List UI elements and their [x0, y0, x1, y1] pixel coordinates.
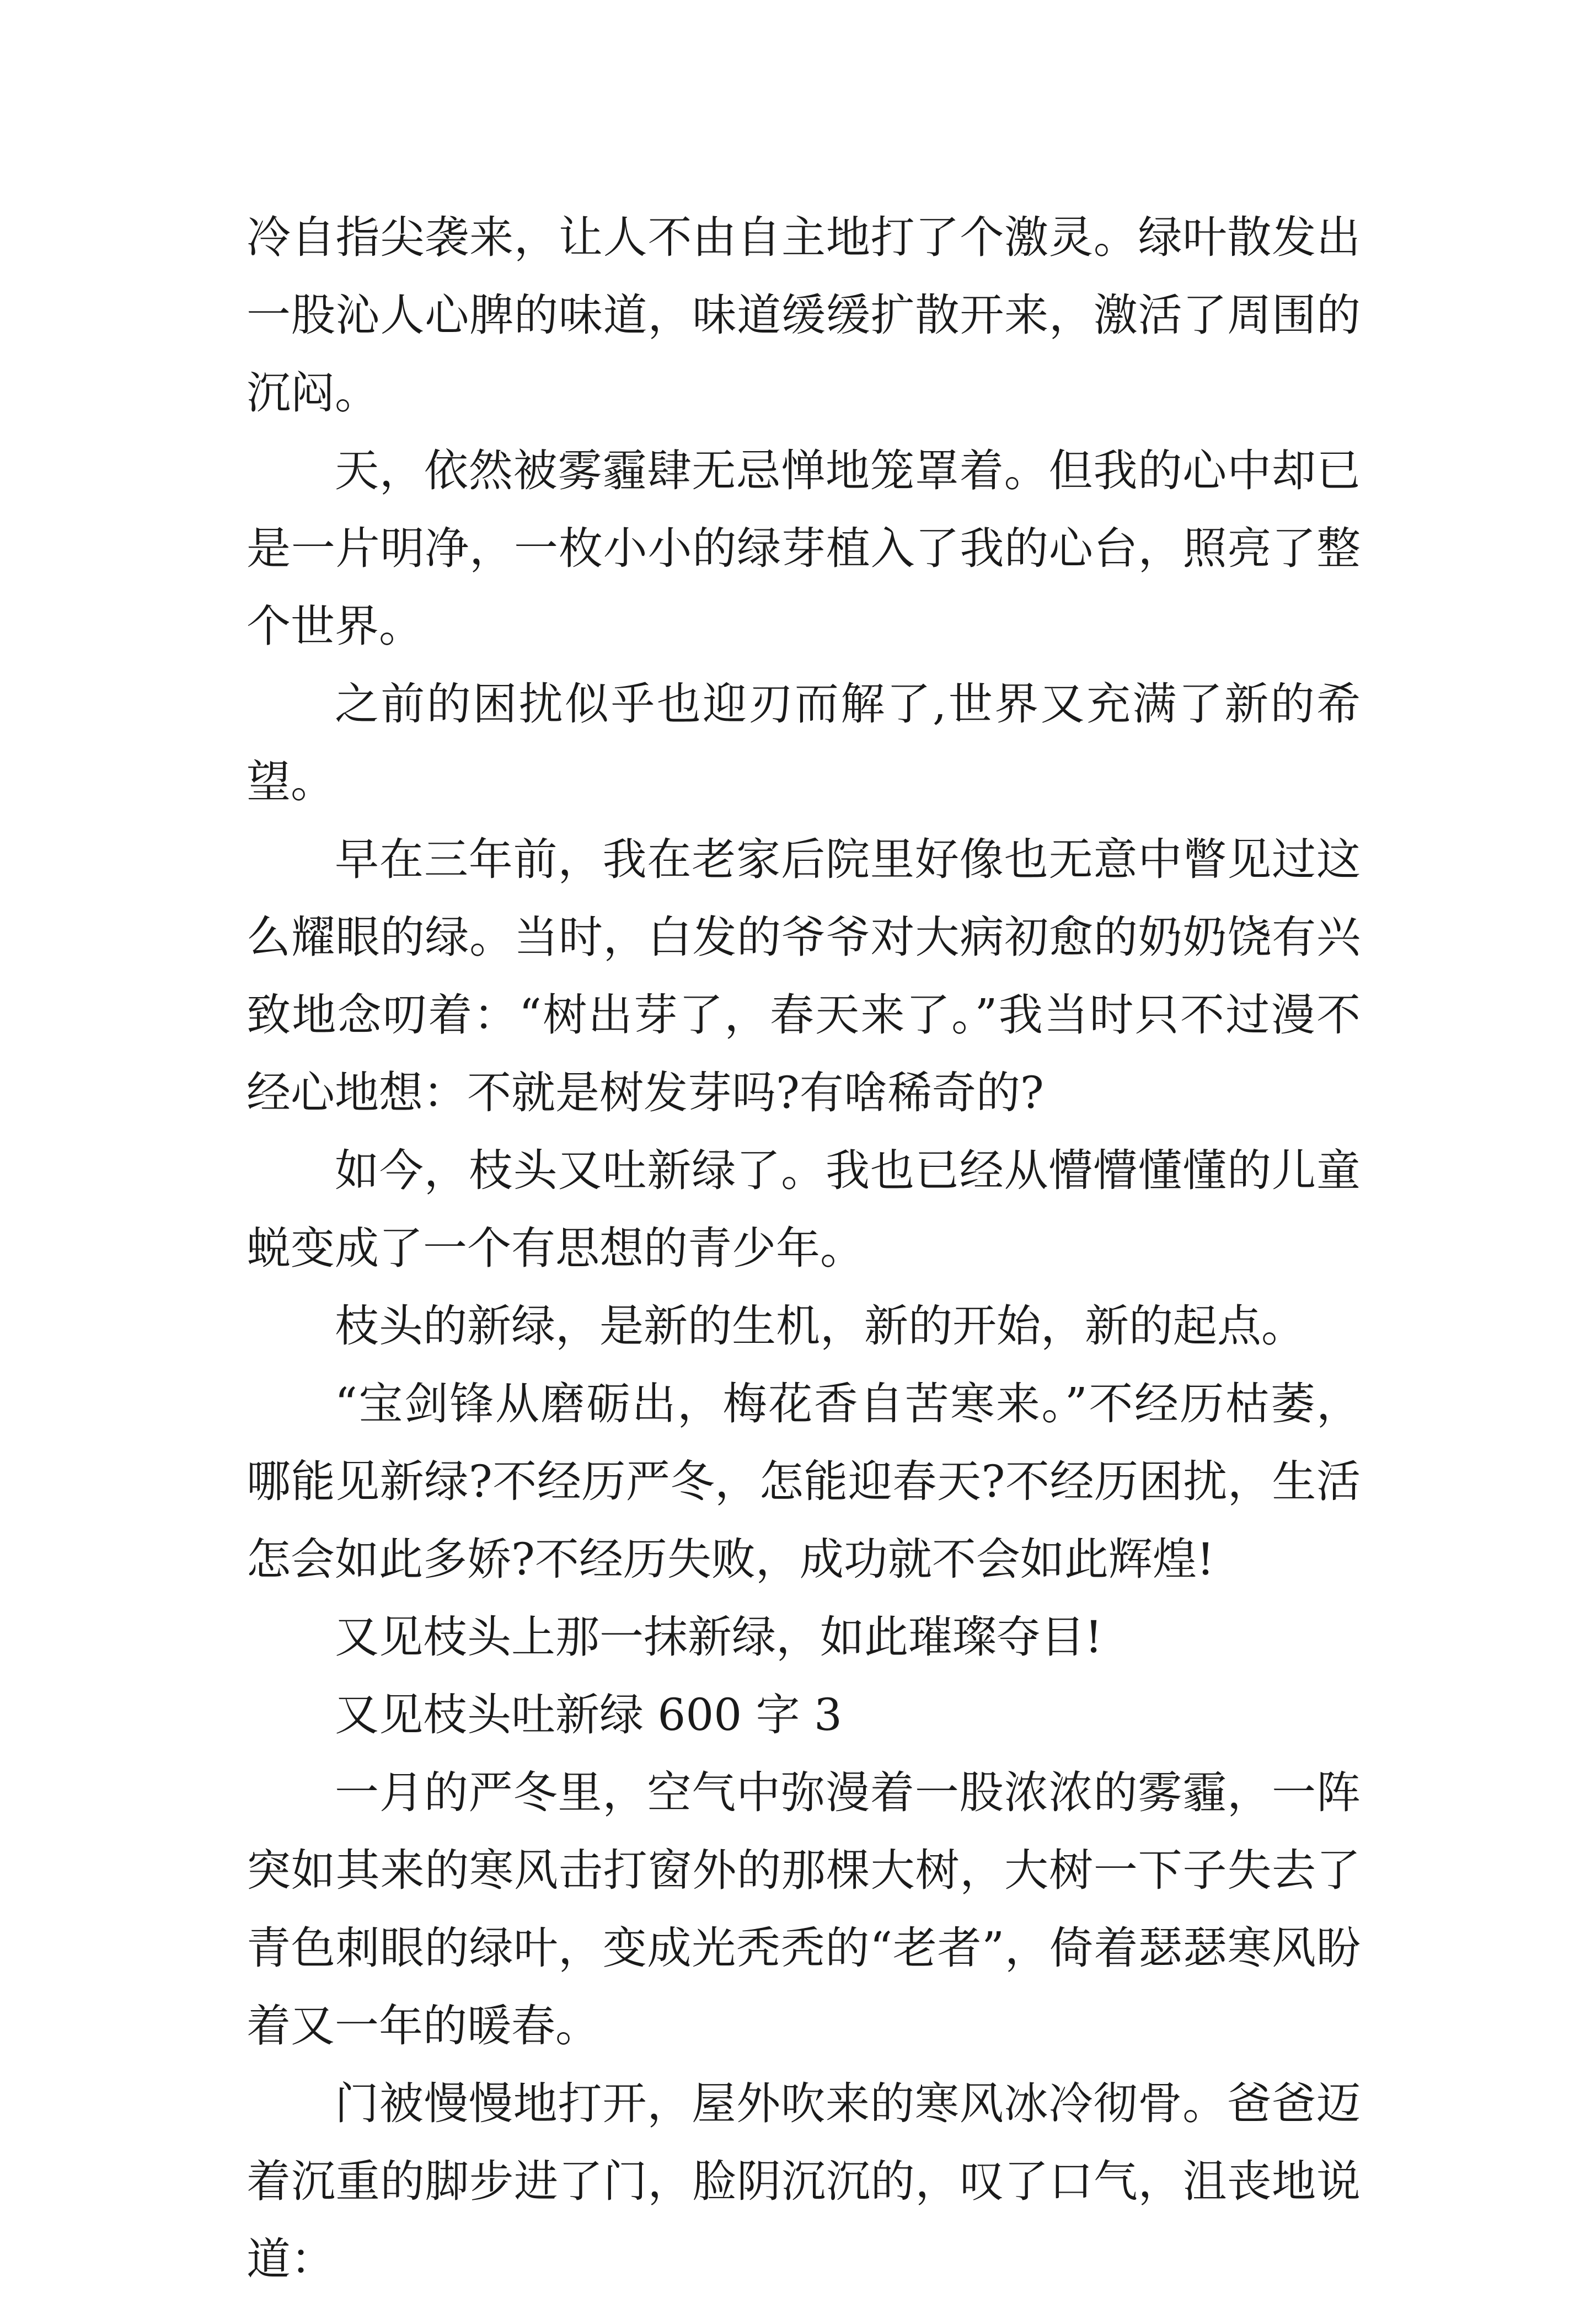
paragraph: 一月的严冬里，空气中弥漫着一股浓浓的雾霾，一阵突如其来的寒风击打窗外的那棵大树，大树一下子失去了青色刺眼的绿叶，变成光秃秃的“老者”，倚着瑟瑟寒风盼着又一年的暖春。 — [247, 1767, 1361, 2051]
paragraph: 又见枝头上那一抹新绿，如此璀璨夺目! — [335, 1611, 1103, 1663]
paragraph: 门被慢慢地打开，屋外吹来的寒风冰冷彻骨。爸爸迈着沉重的脚步进了门，脸阴沉沉的，叹了口气，沮丧地说道： — [247, 2078, 1361, 2285]
paragraph: 枝头的新绿，是新的生机，新的开始，新的起点。 — [335, 1300, 1305, 1352]
paragraph: 之前的困扰似乎也迎刃而解了,世界又充满了新的希望。 — [247, 678, 1361, 807]
paragraph: 如今，枝头又吐新绿了。我也已经从懵懵懂懂的儿童蜕变成了一个有思想的青少年。 — [247, 1145, 1361, 1274]
paragraph: 天，依然被雾霾肆无忌惮地笼罩着。但我的心中却已是一片明净，一枚小小的绿芽植入了我的心台，照亮了整个世界。 — [247, 445, 1361, 652]
paragraph: 早在三年前，我在老家后院里好像也无意中瞥见过这么耀眼的绿。当时，白发的爷爷对大病初愈的奶奶饶有兴致地念叨着：“树出芽了，春天来了。”我当时只不过漫不经心地想：不就是树发芽吗?有啥稀奇的? — [247, 834, 1361, 1118]
paragraph: “宝剑锋从磨砺出，梅花香自苦寒来。”不经历枯萎，哪能见新绿?不经历严冬，怎能迎春天?不经历困扰，生活怎会如此多娇?不经历失败，成功就不会如此辉煌! — [247, 1378, 1361, 1585]
document-body — [247, 199, 1361, 2298]
section-heading: 又见枝头吐新绿 600 字 3 — [335, 1689, 842, 1740]
paragraph-continued: 冷自指尖袭来，让人不由自主地打了个激灵。绿叶散发出一股沁人心脾的味道，味道缓缓扩散开来，激活了周围的沉闷。 — [247, 212, 1361, 419]
